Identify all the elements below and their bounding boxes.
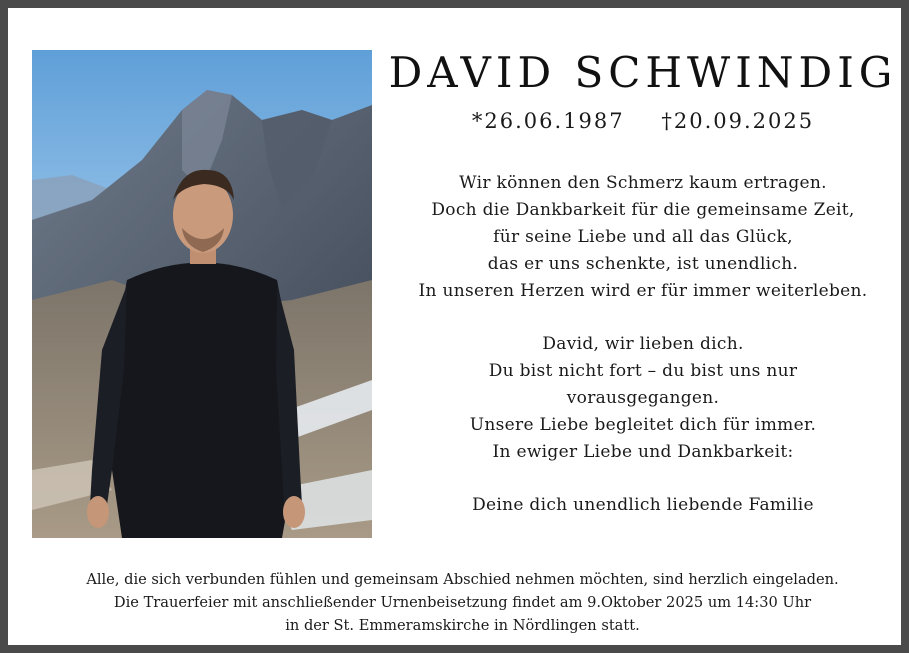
life-dates: [378, 109, 908, 133]
poem-line: für seine Liebe und all das Glück,: [493, 227, 793, 247]
poem-line: Wir können den Schmerz kaum ertragen.: [459, 173, 827, 193]
stanza-gap: [378, 466, 908, 492]
portrait-image: [32, 50, 372, 538]
family-signature: Deine dich unendlich liebende Familie: [472, 495, 814, 515]
portrait-photo: [32, 50, 372, 538]
poem-line: Du bist nicht fort – du bist uns nur: [488, 361, 798, 381]
birth-date: *26.06.1987: [471, 109, 625, 133]
footer-line: Alle, die sich verbunden fühlen und gemeinsam Abschied nehmen möchten, sind herzlich eingeladen.: [86, 571, 839, 588]
poem-line: das er uns schenkte, ist unendlich.: [487, 254, 799, 274]
memorial-poem: [378, 170, 908, 519]
poem-line: In ewiger Liebe und Dankbarkeit:: [492, 442, 794, 462]
footer-line: Die Trauerfeier mit anschließender Urnenbeisetzung findet am 9.Oktober 2025 um 14:30 Uhr: [113, 594, 812, 611]
poem-line: In unseren Herzen wird er für immer weiterleben.: [418, 281, 868, 301]
footer-line: in der St. Emmeramskirche in Nördlingen statt.: [285, 617, 640, 634]
funeral-info: [16, 568, 909, 637]
poem-line: David, wir lieben dich.: [542, 334, 744, 354]
death-date: †20.09.2025: [661, 109, 815, 133]
poem-line: vorausgegangen.: [566, 388, 720, 408]
deceased-name: DAVID SCHWINDIG: [388, 48, 898, 97]
poem-line: Unsere Liebe begleitet dich für immer.: [469, 415, 817, 435]
poem-line: Doch die Dankbarkeit für die gemeinsame Zeit,: [431, 200, 855, 220]
stanza-gap: [378, 305, 908, 331]
